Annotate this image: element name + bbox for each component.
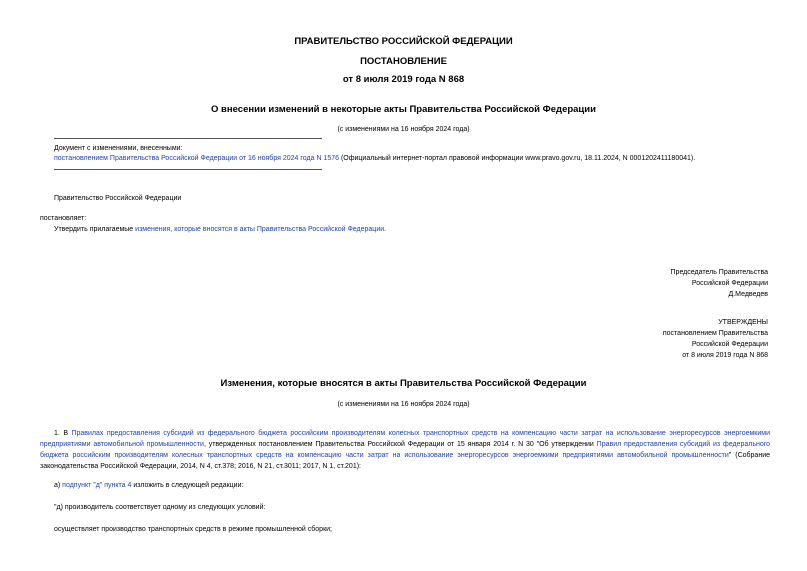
changes-line: [54, 153, 774, 164]
item-1-paragraph: [40, 428, 770, 472]
approved-org: Российской Федерации: [691, 341, 768, 348]
date-number: от 8 июля 2019 года N 868: [342, 74, 465, 85]
quote-d: "д) производитель соответствует одному из следующих условий:: [54, 504, 266, 511]
approve-prefix: Утвердить прилагаемые: [54, 226, 136, 233]
amendment-source: (Официальный интернет-портал правовой информации www.pravo.gov.ru, 18.11.2024, N 0001202411180041).: [339, 155, 696, 162]
quote-assembly: осуществляет производство транспортных средств в режиме промышленной сборки;: [54, 526, 332, 533]
document-title: О внесении изменений в некоторые акты Правительства Российской Федерации: [211, 104, 596, 115]
subitem-a-prefix: а): [54, 482, 63, 489]
changes-intro: Документ с изменениями, внесенными:: [54, 145, 183, 152]
divider-bottom: [54, 169, 322, 170]
rules-approval-link[interactable]: Правил предоставления субсидий из федерального бюджета российским производителям колесных транспортных средств на компенсацию части затрат на использование энергоресурсов энергоемкими предприятиями автомобильной промышленности: [40, 441, 771, 459]
section-title: Изменения, которые вносятся в акты Правительства Российской Федерации: [220, 378, 587, 389]
item-1-prefix: 1. В: [54, 430, 72, 437]
item-1-suffix: " (Собрание законодательства Российской Федерации, 2014, N 4, ст.378; 2016, N 21, ст.3011; 2017, N 1, ст.201):: [40, 452, 770, 470]
signature-block: [671, 267, 768, 300]
signature-name: Д.Медведев: [728, 291, 768, 298]
item-1-mid: , утвержденных постановлением Правительства Российской Федерации от 15 января 2014 г. N 30 "Об утверждении: [203, 441, 597, 448]
section-edition: (с изменениями на 16 ноября 2024 года): [337, 401, 470, 408]
org-heading: ПРАВИТЕЛЬСТВО РОССИЙСКОЙ ФЕДЕРАЦИИ: [294, 36, 513, 47]
signature-title: Председатель Правительства: [670, 269, 768, 276]
rules-link[interactable]: Правилах предоставления субсидий из федерального бюджета российским производителям колесных транспортных средств на компенсацию части затрат на использование энергоресурсов энергоемкими предприятиями автомобильной промышленности: [40, 430, 770, 448]
approved-by: постановлением Правительства: [662, 330, 768, 337]
approved-label: УТВЕРЖДЕНЫ: [718, 319, 768, 326]
approve-line: [54, 224, 386, 235]
approved-block: [663, 317, 768, 361]
approve-link[interactable]: изменения, которые вносятся в акты Правительства Российской Федерации: [135, 226, 385, 233]
divider-top: [54, 138, 322, 139]
subitem-a: [54, 480, 243, 491]
edition-note: (с изменениями на 16 ноября 2024 года): [337, 126, 470, 133]
decrees-label: постановляет:: [40, 215, 87, 222]
approve-suffix: .: [384, 226, 387, 233]
amendment-link[interactable]: постановлением Правительства Российской Федерации от 16 ноября 2024 года N 1576: [54, 155, 340, 162]
approved-date: от 8 июля 2019 года N 868: [682, 352, 768, 359]
subitem-a-suffix: изложить в следующей редакции:: [131, 482, 244, 489]
signature-org: Российской Федерации: [691, 280, 768, 287]
subitem-a-link[interactable]: подпункт "д" пункта 4: [62, 482, 132, 489]
doc-type-heading: ПОСТАНОВЛЕНИЕ: [360, 56, 447, 67]
government-label: Правительство Российской Федерации: [54, 195, 182, 202]
